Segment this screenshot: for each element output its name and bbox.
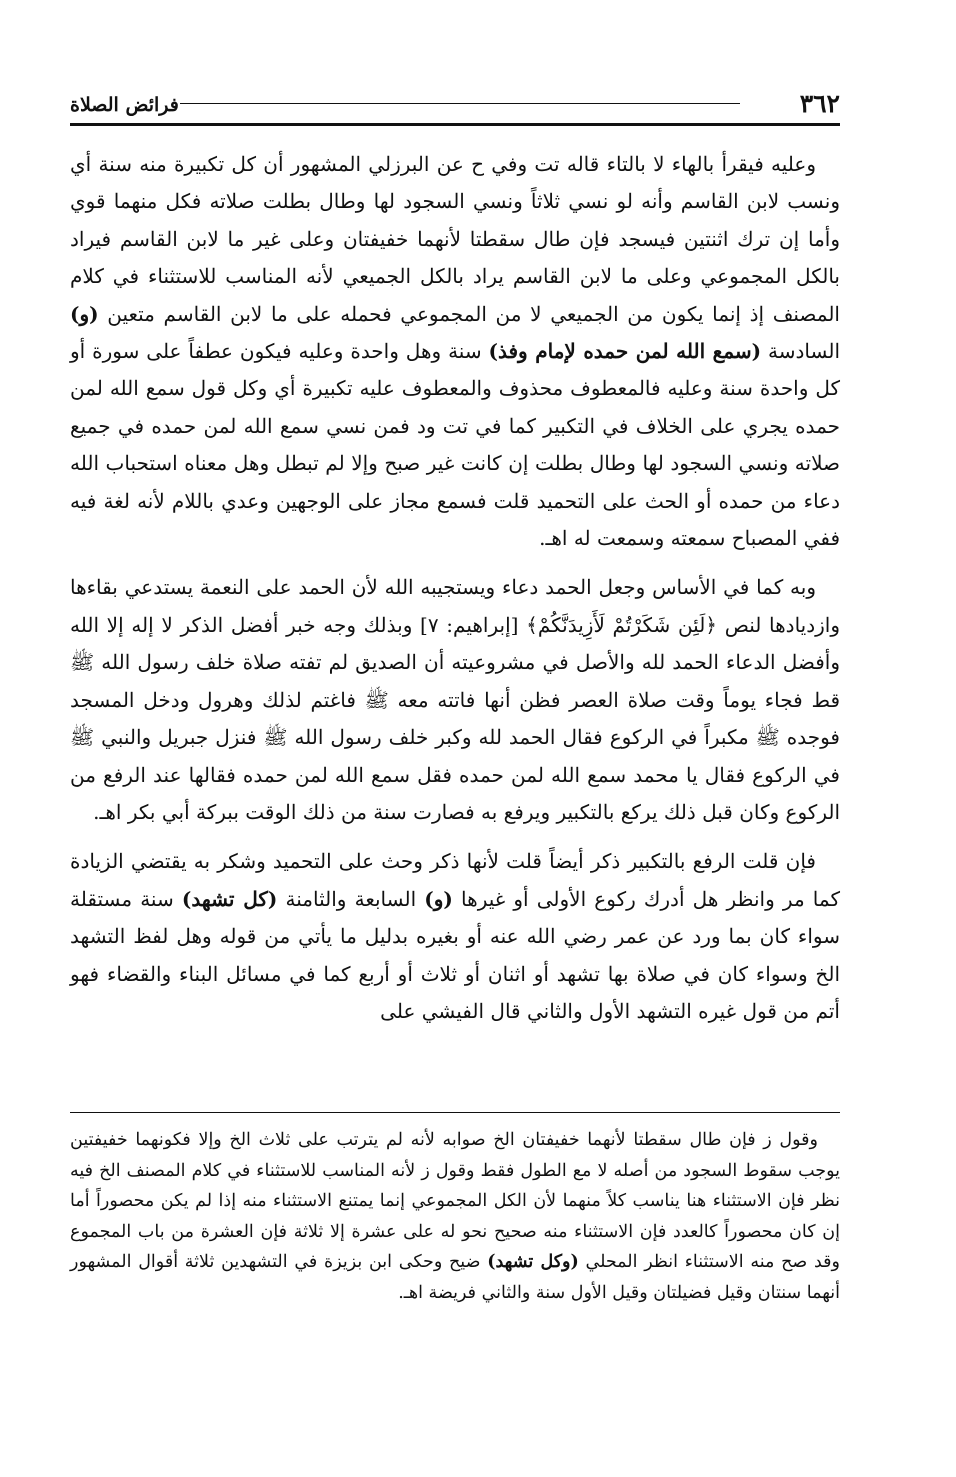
paragraph	[70, 569, 840, 831]
text-segment: سنة مستقلة سواء كان بما ورد عن عمر رضي الله عنه أو بغيره بدليل ما يأتي من قوله وهل لفظ التشهد الخ وسواء كان في صلاة بها تشهد أو اثنان أو ثلاث أو أربع كما في مسائل البناء والقضاء فهو أتم من قول غيره التشهد الأول والثاني قال الفيشي على	[70, 886, 840, 1023]
text-segment: وقول ز فإن طال سقطتا لأنهما خفيفتان الخ صوابه لأنه لم يترتب على ثلاث الخ وإلا فكونهما خفيفتين يوجب سقوط السجود من أصله لا مع الطول فقط وقول ز لأنه المناسب للاستثناء في كلام المصنف الخ فيه نظر فإن الاستثناء هنا يناسب كلاً منهما لأن الكل المجموعي إنما يمتنع الاستثناء منه إذا لم يكن محصوراً أما إن كان محصوراً كالعدد فإن الاستثناء منه صحيح نحو له على عشرة إلا ثلاثة فإن العشرة من باب المجموع وقد صح منه الاستثناء انظر المحلي	[70, 1130, 840, 1273]
text-segment: السادسة	[761, 339, 840, 364]
bold-segment: (و)	[424, 886, 453, 911]
bold-segment: (كل تشهد)	[181, 886, 278, 911]
bold-segment: (وكل تشهد)	[487, 1252, 579, 1273]
paragraph	[70, 843, 840, 1030]
text-segment: وبه كما في الأساس وجعل الحمد دعاء ويستجيبه الله لأن الحمد على النعمة يستدعي بقاءها وازديادها لنص ﴿لَئِن شَكَرْتُمْ لَأَزِيدَنَّكُمْ﴾ [إبراهيم: ٧] وبذلك وجه خبر أفضل الذكر لا إله إلا الله وأفضل الدعاء الحمد لله والأصل في مشروعيته أن الصديق لم تفته صلاة خلف رسول الله ﷺ قط فجاء يوماً وقت صلاة العصر فظن أنها فاتته معه ﷺ فاغتم لذلك وهرول ودخل المسجد فوجده ﷺ مكبراً في الركوع فقال الحمد لله وكبر خلف رسول الله ﷺ فنزل جبريل والنبي ﷺ في الركوع فقال يا محمد سمع الله لمن حمده فقل سمع الله لمن حمده فقالها عند الرفع من الركوع وكان قبل ذلك يركع بالتكبير ويرفع به فصارت سنة من ذلك الوقت ببركة أبي بكر اهـ.	[70, 575, 841, 824]
main-text	[70, 146, 840, 1042]
footnote-paragraph	[70, 1125, 840, 1309]
header-rule	[70, 123, 840, 126]
bold-segment: (و)	[70, 301, 99, 326]
text-segment: فإن قلت الرفع بالتكبير ذكر أيضاً قلت لأنها ذكر وحث على التحميد وشكر به يقتضي الزيادة كما مر وانظر هل أدرك ركوع الأولى أو غيرها	[70, 849, 840, 911]
page-number: ٣٦٢	[799, 89, 840, 118]
page-header	[70, 80, 840, 124]
header-title-rule	[180, 103, 740, 104]
text-segment: وعليه فيقرأ بالهاء لا بالتاء قاله تت وفي ح عن البرزلي المشهور أن كل تكبيرة منه سنة أي ونسب لابن القاسم وأنه لو نسي ثلاثاً ونسي السجود لها وطال بطلت صلاته فكل منهما قوي وأما إن ترك اثنتين فيسجد فإن طال سقطتا لأنهما خفيفتان وعلى غير ما لابن القاسم فيراد بالكل المجموعي وعلى ما لابن القاسم يراد بالكل الجميعي لأنه المناسب للاستثناء في كلام المصنف إذ إنما يكون من الجميعي لا من المجموعي فحمله على ما لابن القاسم متعين	[70, 152, 840, 326]
running-title: فرائض الصلاة	[70, 94, 179, 116]
text-segment: سنة وهل واحدة وعليه فيكون عطفاً على سورة أو كل واحدة سنة وعليه فالمعطوف محذوف والمعطوف عليه تكبيرة أي وكل قول سمع الله لمن حمده يجري على الخلاف في التكبير كما في تت ود فمن نسي سمع الله لمن حمده في جميع صلاته ونسي السجود لها وطال بطلت إن كانت غير صبح وإلا لم تبطل وهل معناه استحباب الله دعاء من حمده أو الحث على التحميد قلت فسمع مجاز على الوجهين وعدي باللام لأنه لغة فيه ففي المصباح سمعته وسمعت له اهـ.	[70, 339, 840, 551]
footnote	[70, 1125, 840, 1309]
bold-segment: (سمع الله لمن حمده لإمام وفذ)	[488, 339, 762, 364]
footnote-rule	[70, 1112, 840, 1113]
paragraph	[70, 146, 840, 557]
text-segment: ضيح وحكى ابن بزيزة في التشهدين ثلاثة أقوال المشهور أنهما سنتان وقيل فضيلتان وقيل الأول سنة والثاني فريضة اهـ.	[70, 1252, 840, 1303]
text-segment: السابعة والثامنة	[277, 886, 425, 911]
